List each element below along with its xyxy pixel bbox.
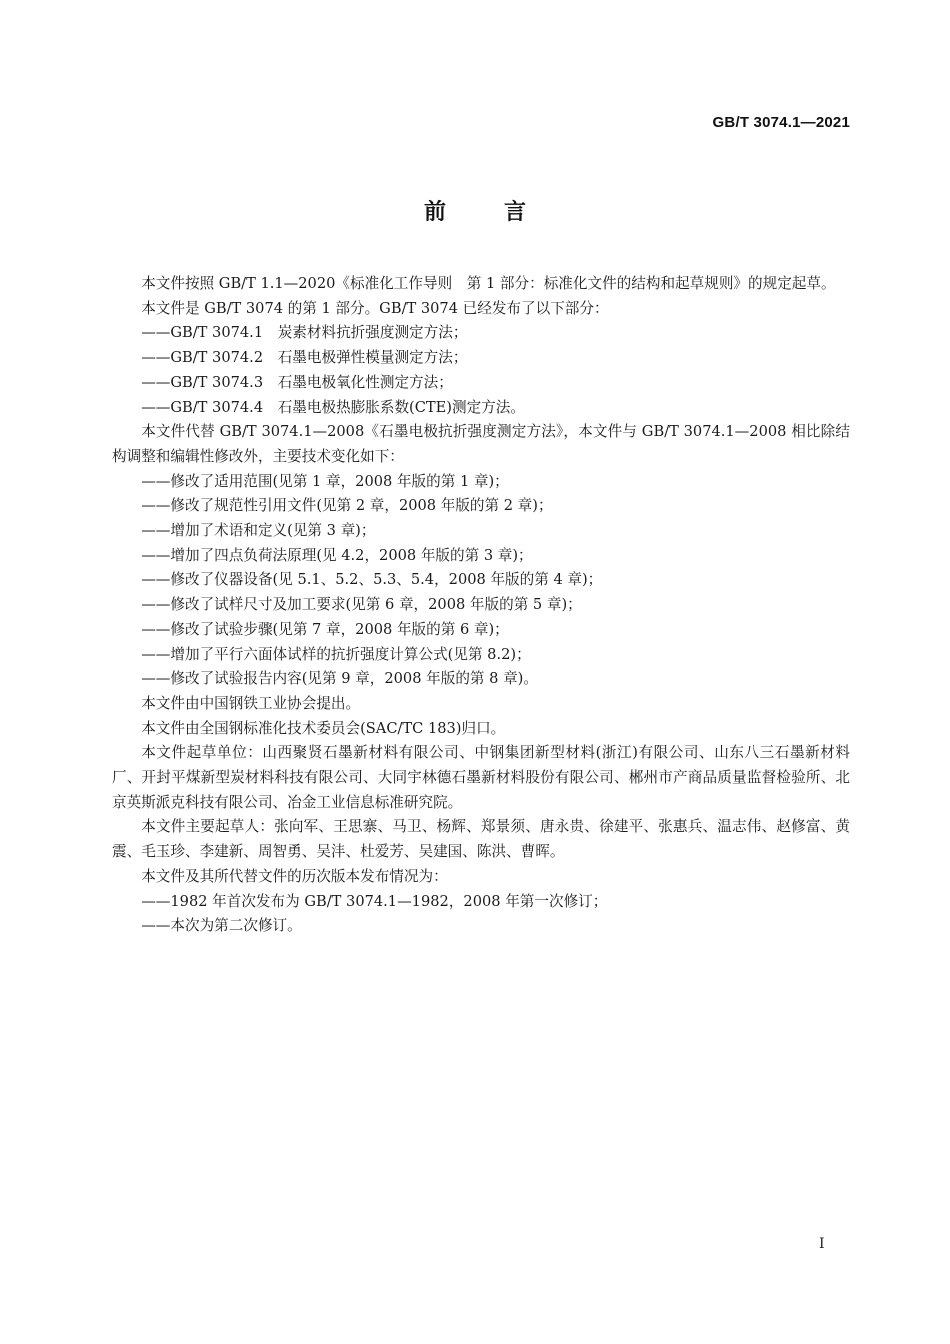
list-item-change: ——修改了试验报告内容(见第 9 章，2008 年版的第 8 章)。 [141,670,538,688]
document-body [112,272,850,939]
list-item-history: ——本次为第二次修订。 [141,917,302,935]
page-number: I [819,1236,825,1252]
page-title: 前言 [423,200,584,225]
list-item-change: ——修改了试验步骤(见第 7 章，2008 年版的第 6 章)； [141,620,509,638]
paragraph-drafting-rules: 本文件按照 GB/T 1.1—2020《标准化工作导则 第 1 部分：标准化文件的结构和起草规则》的规定起草。 [141,275,836,292]
standard-code: GB/T 3074.1—2021 [712,114,850,131]
paragraph-committee: 本文件由全国钢标准化技术委员会(SAC/TC 183)归口。 [141,719,506,737]
paragraph-history-intro: 本文件及其所代替文件的历次版本发布情况为： [141,867,448,885]
list-item-change: ——增加了平行六面体试样的抗折强度计算公式(见第 8.2)； [141,645,531,663]
list-item-part: ——GB/T 3074.4 石墨电极热膨胀系数(CTE)测定方法。 [141,398,525,416]
paragraph-drafting-units: 本文件起草单位：山西聚贤石墨新材料有限公司、中钢集团新型材料(浙江)有限公司、山东八三石墨新材料厂、开封平煤新型炭材料科技有限公司、大同宇林德石墨新材料股份有限公司、郴州市产商品质量监督检验所、北京英斯派克科技有限公司、冶金工业信息标准研究院。 [112,744,850,811]
paragraph-proposer: 本文件由中国钢铁工业协会提出。 [141,694,361,712]
paragraph-parts-intro: 本文件是 GB/T 3074 的第 1 部分。GB/T 3074 已经发布了以下部分： [141,299,609,317]
paragraph-replacement: 本文件代替 GB/T 3074.1—2008《石墨电极抗折强度测定方法》，本文件与 GB/T 3074.1—2008 相比除结构调整和编辑性修改外，主要技术变化如下： [112,423,850,465]
list-item-change: ——修改了仪器设备(见 5.1、5.2、5.3、5.4，2008 年版的第 4 章)； [141,571,603,589]
list-item-part: ——GB/T 3074.1 炭素材料抗折强度测定方法； [141,324,468,342]
list-item-change: ——修改了试样尺寸及加工要求(见第 6 章，2008 年版的第 5 章)； [141,596,582,614]
list-item-change: ——增加了四点负荷法原理(见 4.2，2008 年版的第 3 章)； [141,546,533,564]
list-item-change: ——修改了适用范围(见第 1 章，2008 年版的第 1 章)； [141,472,509,490]
list-item-history: ——1982 年首次发布为 GB/T 3074.1—1982，2008 年第一次修订； [141,892,608,910]
list-item-part: ——GB/T 3074.3 石墨电极氧化性测定方法； [141,373,453,391]
list-item-change: ——增加了术语和定义(见第 3 章)； [141,522,376,540]
paragraph-drafters: 本文件主要起草人：张向军、王思寨、马卫、杨辉、郑景须、唐永贵、徐建平、张惠兵、温志伟、赵修富、黄震、毛玉珍、李建新、周智勇、吴沣、杜爱芳、吴建国、陈洪、曹晖。 [112,818,850,861]
list-item-part: ——GB/T 3074.2 石墨电极弹性模量测定方法； [141,349,468,367]
list-item-change: ——修改了规范性引用文件(见第 2 章，2008 年版的第 2 章)； [141,497,553,515]
